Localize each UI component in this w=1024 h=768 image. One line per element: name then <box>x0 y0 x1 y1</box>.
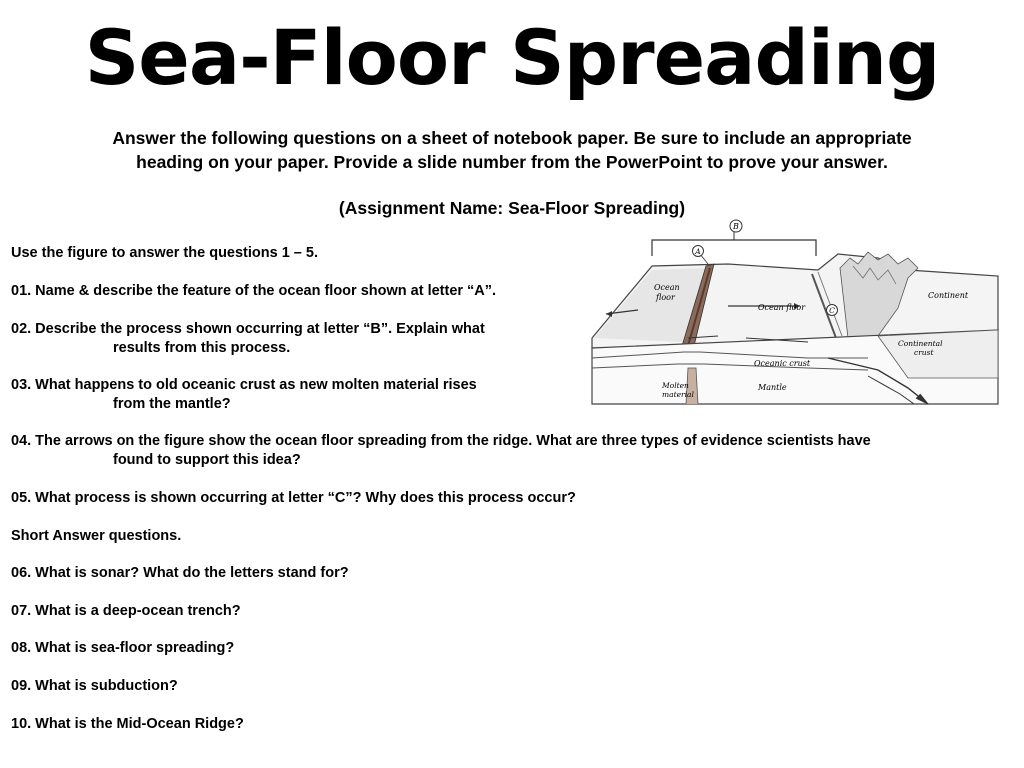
short-answer-heading: Short Answer questions. <box>11 528 182 544</box>
question-07: 07. What is a deep-ocean trench? <box>11 603 241 619</box>
ocean-floor-left-label-2: floor <box>656 293 675 302</box>
question-09: 09. What is subduction? <box>11 678 178 694</box>
slide-title: Sea-Floor Spreading <box>84 13 940 102</box>
instructions-line-2: heading on your paper. Provide a slide number from the PowerPoint to prove your answer. <box>136 152 888 172</box>
label-c: C <box>829 306 835 315</box>
continental-crust-label-2: crust <box>914 348 934 357</box>
label-b: B <box>733 222 739 231</box>
mantle-label: Mantle <box>758 383 787 392</box>
instructions-line-1: Answer the following questions on a sheet of notebook paper. Be sure to include an appropriate <box>112 128 912 148</box>
instructions <box>30 126 994 174</box>
continental-crust-label-1: Continental <box>898 339 943 348</box>
question-05: 05. What process is shown occurring at letter “C”? Why does this process occur? <box>11 490 576 506</box>
label-a: A <box>695 247 701 256</box>
figure-instruction: Use the figure to answer the questions 1 – 5. <box>11 245 318 261</box>
b-bracket <box>652 240 816 256</box>
question-03-continued: from the mantle? <box>113 396 231 412</box>
question-01: 01. Name & describe the feature of the ocean floor shown at letter “A”. <box>11 283 497 299</box>
oceanic-crust-label: Oceanic crust <box>754 359 811 368</box>
question-02-continued: results from this process. <box>113 340 291 356</box>
question-04-continued: found to support this idea? <box>113 452 301 468</box>
molten-material-label-1: Molten <box>662 381 689 390</box>
question-10: 10. What is the Mid-Ocean Ridge? <box>11 716 244 732</box>
ocean-floor-left-label-1: Ocean <box>654 283 680 292</box>
question-02: 02. Describe the process shown occurring at letter “B”. Explain what <box>11 321 485 337</box>
molten-material-label-2: material <box>662 390 694 399</box>
question-06: 06. What is sonar? What do the letters stand for? <box>11 565 349 581</box>
continent-label: Continent <box>928 291 969 300</box>
ocean-floor-right-label: Ocean floor <box>758 303 806 312</box>
question-03: 03. What happens to old oceanic crust as new molten material rises <box>11 377 477 393</box>
question-08: 08. What is sea-floor spreading? <box>11 640 235 656</box>
question-04: 04. The arrows on the figure show the ocean floor spreading from the ridge. What are three types of evidence scientists have <box>11 433 871 449</box>
sea-floor-diagram <box>578 218 1018 416</box>
assignment-name: (Assignment Name: Sea-Floor Spreading) <box>338 198 686 218</box>
